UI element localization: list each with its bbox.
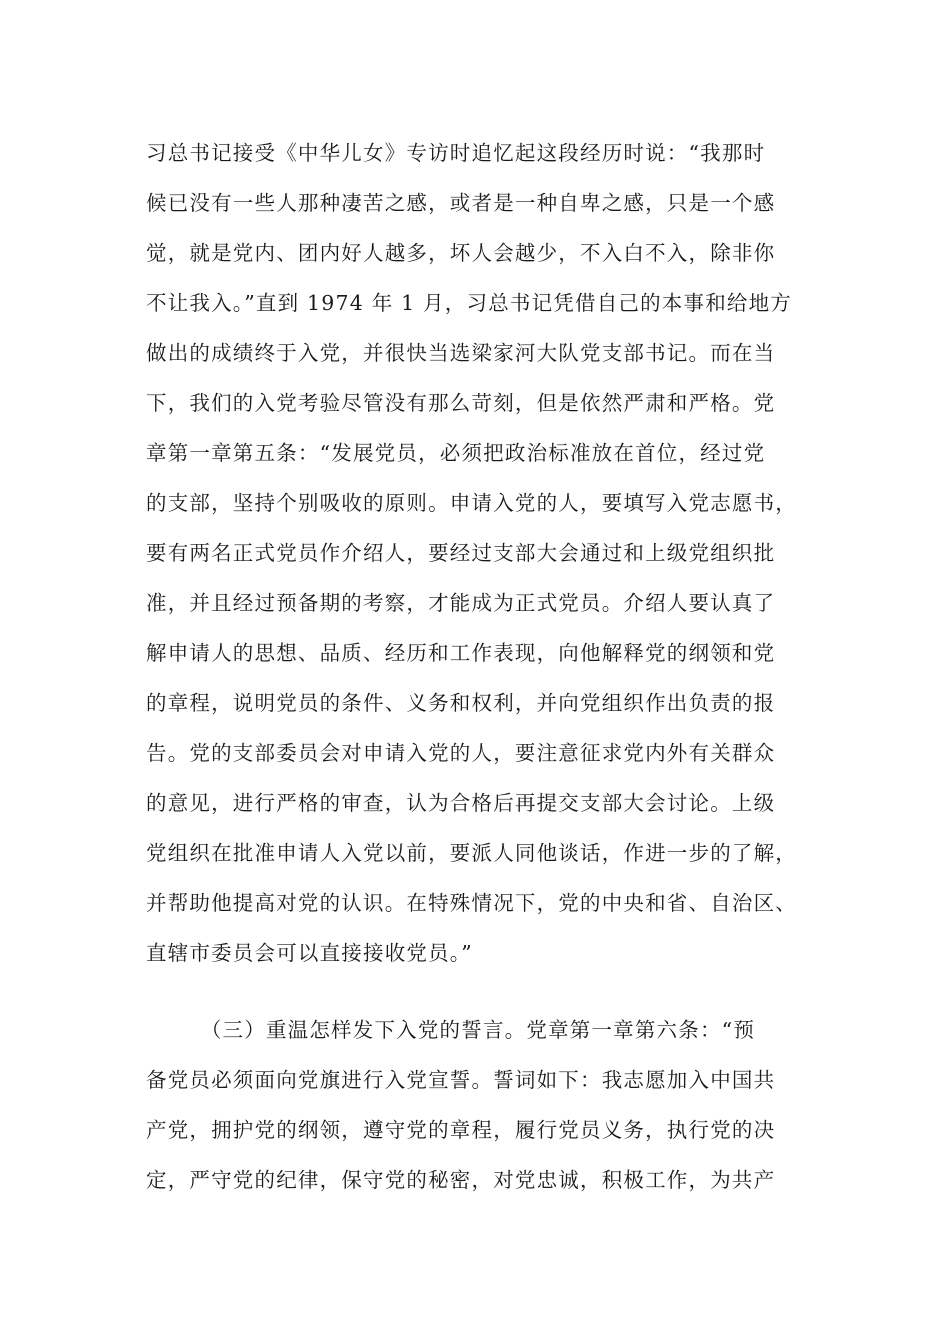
paragraph-line: 做出的成绩终于入党，并很快当选梁家河大队党支部书记。而在当: [146, 341, 776, 365]
paragraph-line: 章第一章第五条：“发展党员，必须把政治标准放在首位，经过党: [146, 441, 766, 465]
paragraph-line: 习总书记接受《中华儿女》专访时追忆起这段经历时说：“我那时: [146, 141, 766, 165]
paragraph-line: 准，并且经过预备期的考察，才能成为正式党员。介绍人要认真了: [146, 591, 776, 615]
paragraph-line: 解申请人的思想、品质、经历和工作表现，向他解释党的纲领和党: [146, 641, 776, 665]
paragraph-line: 不让我入。”直到 1974 年 1 月，习总书记凭借自己的本事和给地方: [146, 291, 793, 315]
paragraph-line: 的支部，坚持个别吸收的原则。申请入党的人，要填写入党志愿书，: [146, 491, 797, 515]
paragraph-line: 产党，拥护党的纲领，遵守党的章程，履行党员义务，执行党的决: [146, 1118, 776, 1142]
paragraph-line: 党组织在批准申请人入党以前，要派人同他谈话，作进一步的了解，: [146, 841, 797, 865]
paragraph-line: 的章程，说明党员的条件、义务和权利，并向党组织作出负责的报: [146, 691, 776, 715]
paragraph-line: 备党员必须面向党旗进行入党宣誓。誓词如下：我志愿加入中国共: [146, 1068, 776, 1092]
paragraph-line: 的意见，进行严格的审查，认为合格后再提交支部大会讨论。上级: [146, 791, 776, 815]
paragraph-line: 下，我们的入党考验尽管没有那么苛刻，但是依然严肃和严格。党: [146, 391, 776, 415]
paragraph-line: 直辖市委员会可以直接接收党员。”: [146, 941, 473, 965]
paragraph-line: 定，严守党的纪律，保守党的秘密，对党忠诚，积极工作，为共产: [146, 1168, 776, 1192]
body-paragraph-2: [146, 1005, 826, 1205]
paragraph-line: 觉，就是党内、团内好人越多，坏人会越少，不入白不入，除非你: [146, 241, 776, 265]
paragraph-line: 告。党的支部委员会对申请入党的人，要注意征求党内外有关群众: [146, 741, 776, 765]
paragraph-line: 候已没有一些人那种凄苦之感，或者是一种自卑之感，只是一个感: [146, 191, 776, 215]
paragraph-line: （三）重温怎样发下入党的誓言。党章第一章第六条：“预: [146, 1018, 756, 1042]
paragraph-line: 要有两名正式党员作介绍人，要经过支部大会通过和上级党组织批: [146, 541, 776, 565]
paragraph-line: 并帮助他提高对党的认识。在特殊情况下，党的中央和省、自治区、: [146, 891, 797, 915]
body-paragraph-1: [146, 128, 826, 978]
